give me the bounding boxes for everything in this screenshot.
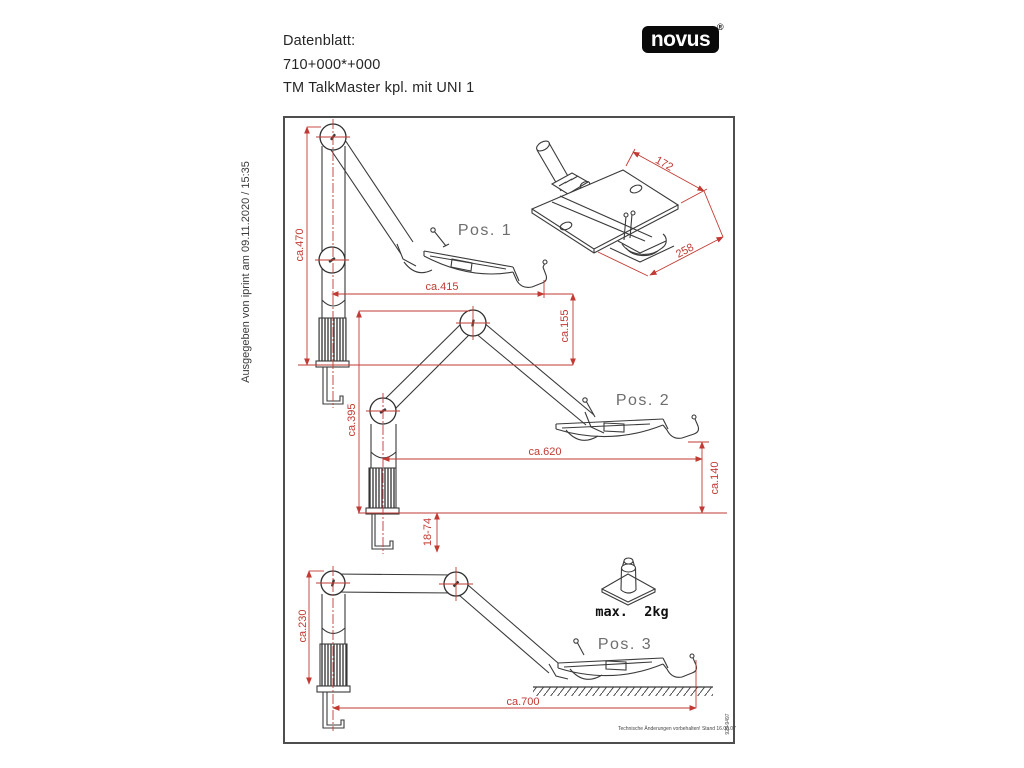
doc-number: 929-9497 bbox=[725, 713, 731, 735]
print-timestamp-note: Ausgegeben von iprint am 09.11.2020 / 15:35 bbox=[240, 161, 252, 383]
pos1-label: Pos. 1 bbox=[457, 222, 513, 239]
dim-pos2-tray-drop: ca.140 bbox=[709, 461, 721, 495]
dim-pos1-reach: ca.415 bbox=[425, 281, 459, 293]
pos2-arm-drawing bbox=[366, 317, 699, 549]
dim-pos1-height: ca.470 bbox=[294, 228, 306, 262]
dim-tray-depth: 258 bbox=[674, 241, 696, 261]
registered-trademark-mark: ® bbox=[717, 22, 724, 32]
dim-pos3-height: ca.230 bbox=[297, 609, 309, 643]
ground-hatching bbox=[533, 687, 713, 696]
dim-pos3-reach: ca.700 bbox=[506, 696, 540, 708]
article-number: 710+000*+000 bbox=[283, 56, 381, 73]
dim-tray-width: 172 bbox=[653, 154, 675, 174]
revision-note: Technische Änderungen vorbehalten! Stand 16.06.07 bbox=[618, 726, 736, 732]
dim-pos2-height: ca.395 bbox=[346, 403, 358, 437]
dim-clamp-range: 18-74 bbox=[422, 517, 434, 547]
pos2-label: Pos. 2 bbox=[615, 392, 671, 409]
pos1-arm-drawing bbox=[316, 131, 547, 404]
doc-type-label: Datenblatt: bbox=[283, 33, 356, 49]
weight-icon bbox=[602, 558, 655, 605]
dim-pos2-reach: ca.620 bbox=[528, 446, 562, 458]
max-load-label: max. 2kg bbox=[595, 604, 669, 620]
pos3-label: Pos. 3 bbox=[597, 636, 653, 653]
dim-pos1-tray-drop: ca.155 bbox=[559, 309, 571, 343]
logo-wordmark: novus bbox=[650, 27, 711, 51]
product-name: TM TalkMaster kpl. mit UNI 1 bbox=[283, 80, 475, 96]
